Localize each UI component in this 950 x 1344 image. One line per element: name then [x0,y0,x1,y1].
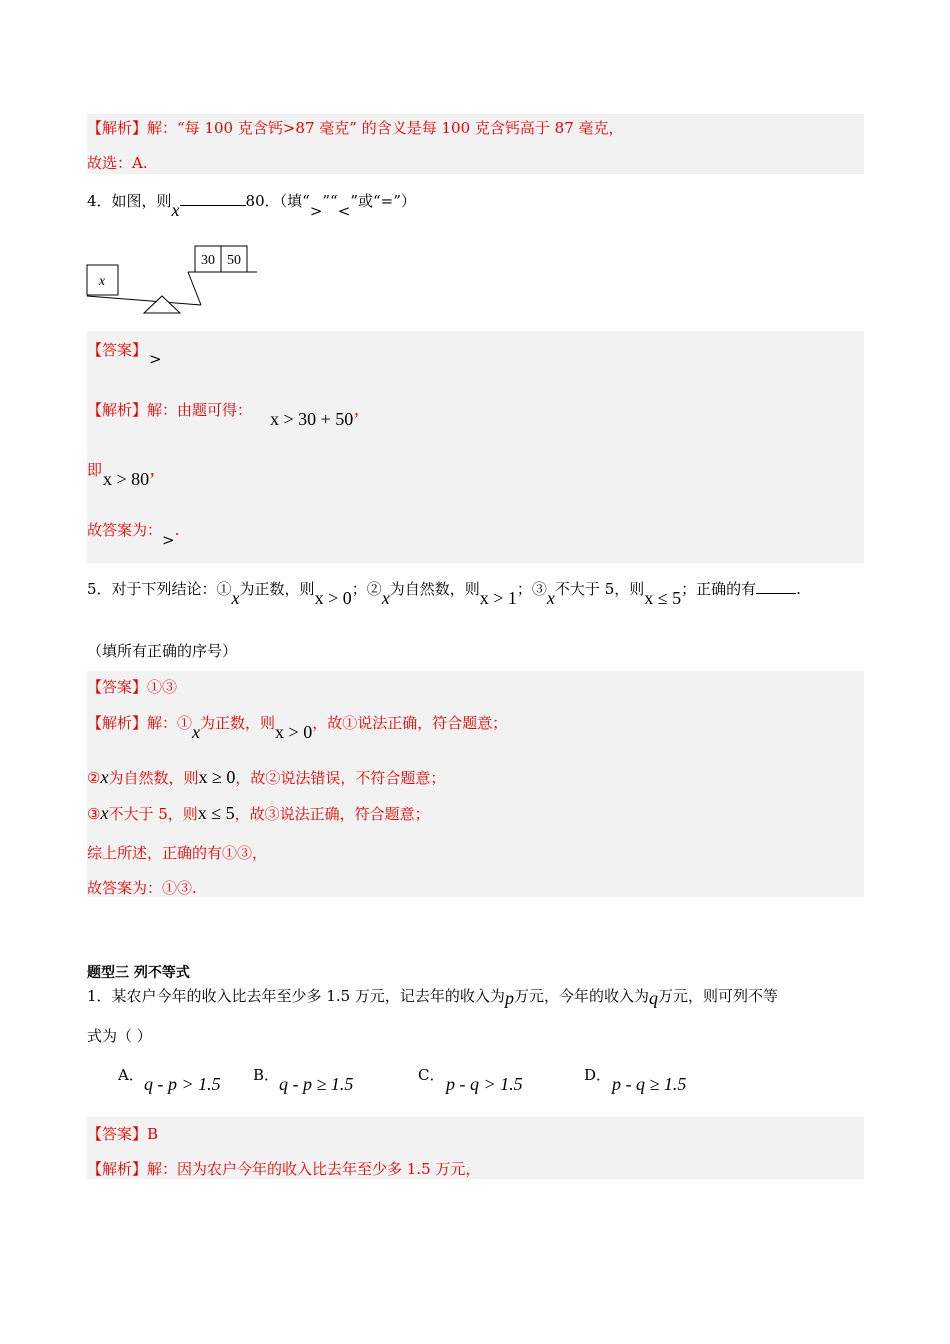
var-q: q [648,988,658,1008]
option-label: A． [118,1066,144,1084]
q5-p6: 不大于 5，则 [554,580,645,598]
q5-a2c: ，故②说法错误，不符合题意； [235,769,446,787]
q4-var-x: x [171,200,180,220]
q5-a1-eq: x > 0 [275,722,313,742]
analysis-text: 解：“每 100 克含钙>87 毫克” 的含义是每 100 克含钙高于 87 毫克， [147,119,624,137]
q3-choose-line: 故选：A. [87,154,148,172]
q4-stem-suffix: 80．（填“ [245,192,310,210]
q5-p7: ；正确的有 [681,580,757,598]
q5-p5: ；③ [516,580,547,598]
option-a[interactable] [118,1064,221,1094]
q4-stem [87,190,416,220]
q5-a1a: 解：① [147,714,193,732]
q4-final-text: 故答案为： [87,521,163,539]
q4-ji: 即 [87,461,103,479]
s-q1-answer-line [87,1123,158,1144]
q4-blank [180,205,246,206]
option-d[interactable] [584,1064,687,1094]
q4-final-line [87,519,180,549]
q5-a1b: 为正数，则 [200,714,276,732]
balance-scale-figure [84,240,264,320]
comma: ’ [353,409,360,429]
q5-stem [87,578,801,608]
answer-label: 【答案】 [87,341,148,359]
q5-a1c: ，故①说法正确，符合题意； [312,714,508,732]
q4-sym-gt: > [309,202,323,220]
option-expr: q - p ≥ 1.5 [279,1074,354,1094]
q5-a2-eq: x ≥ 0 [198,767,236,787]
weight-50-label: 50 [227,253,241,268]
weight-30-label: 30 [201,253,215,268]
beam [87,296,201,305]
option-label: C． [418,1066,445,1084]
analysis-label: 【解析】 [87,1160,148,1178]
q5-analysis-line2 [87,767,445,788]
option-expr: p - q ≥ 1.5 [612,1074,687,1094]
option-c[interactable] [418,1064,523,1094]
var-x: x [546,588,555,608]
q5-blank [756,593,796,594]
q4-eq1 [270,409,359,430]
q5-p2: 为正数，则 [239,580,315,598]
var-x: x [231,588,240,608]
q4-eq2-text: x > 80 [103,469,150,489]
q5-answer: ①③ [147,678,178,696]
comma: ’ [149,469,156,489]
analysis-text: 解：由题可得： [147,401,253,419]
q5-a3a: ③ [87,805,101,823]
q4-final-sym: > [162,531,175,549]
var-x: x [100,803,109,823]
s-q1-c: 万元，则可列不等 [657,987,778,1005]
q5-answer-line [87,676,177,697]
q5-e3: x ≤ 5 [644,588,682,608]
analysis-label: 【解析】 [87,119,148,137]
q5-analysis-line3 [87,803,430,824]
option-label: B． [253,1066,280,1084]
option-b[interactable] [253,1064,354,1094]
q5-a3b: 不大于 5，则 [108,805,198,823]
option-label: D． [584,1066,612,1084]
var-x: x [381,588,390,608]
answer-label: 【答案】 [87,1125,148,1143]
s-q1-stem-2: 式为（ ） [87,1027,152,1045]
option-expr: q - p > 1.5 [144,1074,221,1094]
right-pan-arm [188,272,201,305]
option-expr: p - q > 1.5 [446,1074,523,1094]
s-q1-analysis-line [87,1158,480,1179]
q4-mid2: ”或“=”） [350,192,416,210]
s-q1-answer: B [147,1125,159,1143]
q5-a3c: ，故③说法正确，符合题意； [234,805,430,823]
var-x: x [100,767,109,787]
answer-label: 【答案】 [87,678,148,696]
section-title: 题型三 列不等式 [87,965,190,981]
q4-answer-line [87,339,162,368]
q4-answer-block [87,331,864,563]
q4-eq2 [103,469,155,490]
q5-final: 故答案为：①③. [87,879,197,897]
q5-analysis-line1 [87,712,508,742]
s-q1-analysis: 解：因为农户今年的收入比去年至少多 1.5 万元， [147,1160,481,1178]
q5-hint: （填所有正确的序号） [87,642,238,660]
q5-p3: ；② [351,580,382,598]
var-p: p [504,988,514,1008]
q4-mid1: ”“ [322,192,338,210]
analysis-label: 【解析】 [87,714,148,732]
s-q1-stem [87,985,778,1006]
q5-e2: x > 1 [479,588,517,608]
q4-final-dot: . [174,521,180,539]
s-q1-a: 1．某农户今年的收入比去年至少多 1.5 万元，记去年的收入为 [87,987,505,1005]
q4-analysis-line [87,399,252,420]
s-q1-b: 万元，今年的收入为 [513,987,649,1005]
q5-p1: 5．对于下列结论：① [87,580,232,598]
q5-p8: . [796,580,801,598]
q5-summary: 综上所述，正确的有①③， [87,844,268,862]
left-box-label: x [98,274,106,289]
q5-p4: 为自然数，则 [389,580,480,598]
q5-e1: x > 0 [314,588,352,608]
analysis-label: 【解析】 [87,401,148,419]
q4-sym-lt: < [337,202,351,220]
q4-stem-prefix: 4．如图，则 [87,192,172,210]
q5-a2a: ② [87,769,101,787]
q3-analysis-line [87,117,624,138]
q4-answer: > [149,350,162,368]
q5-a3-eq: x ≤ 5 [197,803,235,823]
q4-eq1-text: x > 30 + 50 [270,409,354,429]
q5-a2b: 为自然数，则 [108,769,199,787]
var-x: x [192,722,201,742]
fulcrum [144,296,180,313]
